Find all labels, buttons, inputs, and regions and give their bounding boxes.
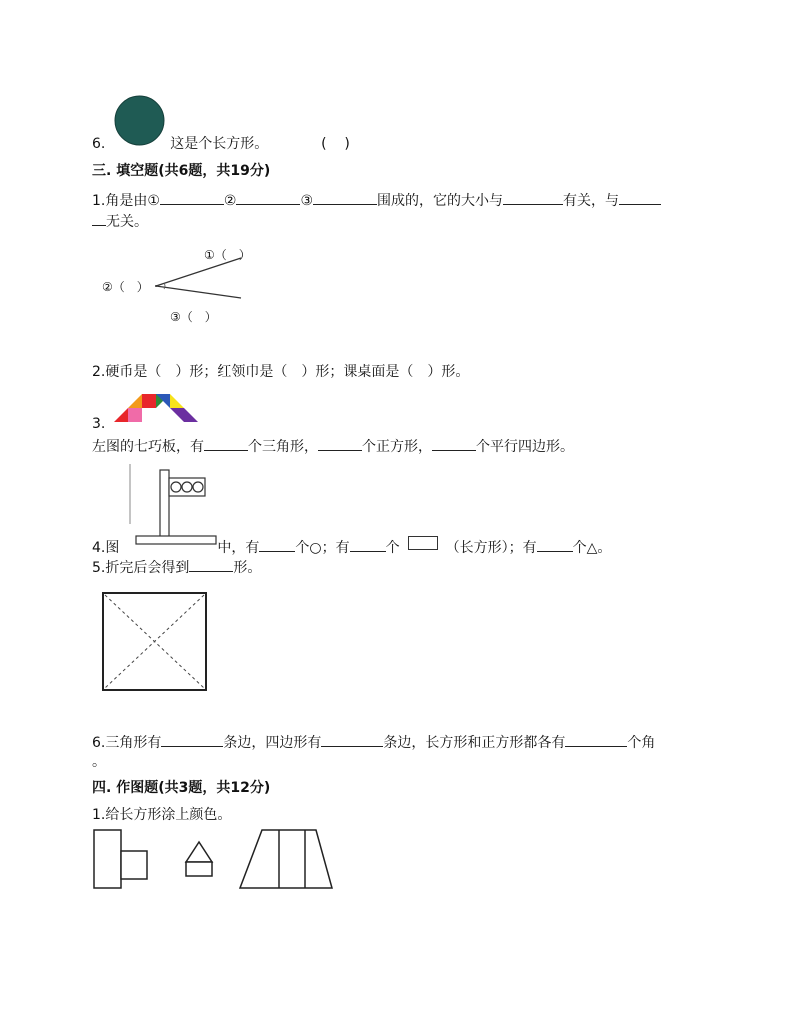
tangram-piece-orange [128, 394, 142, 408]
tangram-piece-purple [170, 408, 198, 422]
fill-q5-part-a: 5.折完后会得到 [92, 560, 190, 576]
fill-q4-blank-1[interactable] [259, 537, 295, 552]
fill-q1-line1 [92, 190, 661, 211]
fill-q1-blank-4[interactable] [503, 190, 563, 205]
fill-q3-part-b: 个三角形， [248, 439, 318, 455]
fill-q1-part-f: 无关。 [106, 214, 148, 230]
fill-q1-part-a: 1.角是由① [92, 193, 160, 209]
fill-q6-blank-1[interactable] [161, 732, 223, 747]
fill-q4 [92, 536, 611, 558]
fill-q3-blank-3[interactable] [432, 436, 476, 451]
light-circle-1 [171, 482, 181, 492]
fill-q4-blank-2[interactable] [350, 537, 386, 552]
pole [160, 470, 169, 540]
fill-q6-part-c: 条边，长方形和正方形都各有 [383, 735, 566, 751]
fill-q4-part-c: 个○；有 [295, 540, 350, 556]
fill-q4-part-b: 中，有 [217, 540, 260, 556]
fill-q1-part-d: 围成的，它的大小与 [377, 193, 504, 209]
fill-q1-part-c: ③ [300, 193, 314, 209]
house-body-rectangle[interactable] [186, 862, 212, 876]
fill-q6-part-a: 6.三角形有 [92, 735, 162, 751]
fill-q1-part-e: 有关，与 [563, 193, 620, 209]
angle-label-3: ③（ ） [170, 310, 217, 324]
fill-q5-part-b: 形。 [233, 560, 262, 576]
q6-number: 6. [92, 136, 106, 152]
tangram-piece-pink [128, 408, 142, 422]
fill-q6-blank-2[interactable] [321, 732, 383, 747]
tangram-figure [114, 394, 198, 424]
fill-q5 [92, 557, 261, 578]
fill-q4-blank-3[interactable] [537, 537, 573, 552]
fill-q4-part-e: （长方形）；有 [445, 540, 537, 556]
q6-answer-paren[interactable]: ( ) [321, 136, 350, 152]
fill-q3-number: 3. [92, 416, 106, 432]
fill-q6-line1 [92, 732, 655, 753]
tall-rectangle[interactable] [94, 830, 121, 888]
angle-label-1: ①（ ） [204, 248, 251, 262]
section-3-title: 三. 填空题(共6题，共19分) [92, 163, 271, 179]
section-4-title: 四. 作图题(共3题，共12分) [92, 780, 271, 796]
trapezoid-middle-rectangle[interactable] [279, 830, 305, 888]
fill-q1-blank-5a[interactable] [619, 190, 661, 205]
fill-q3-blank-1[interactable] [204, 436, 248, 451]
angle-vertex [155, 285, 157, 287]
fill-q1-blank-1[interactable] [160, 190, 224, 205]
fill-q5-blank[interactable] [189, 557, 233, 572]
angle-label-2: ②（ ） [102, 280, 149, 294]
rectangle-icon [408, 536, 438, 550]
fill-q2: 2.硬币是（ ）形；红领巾是（ ）形；课桌面是（ ）形。 [92, 364, 470, 380]
fill-q3-blank-2[interactable] [318, 436, 362, 451]
fill-q4-part-d: 个 [385, 540, 400, 556]
house-roof-triangle[interactable] [186, 842, 212, 862]
fill-q6-part-d: 个角 [627, 735, 656, 751]
fill-q3-part-a: 左图的七巧板，有 [92, 439, 204, 455]
fill-q1-blank-2[interactable] [236, 190, 300, 205]
fill-q1-part-b: ② [223, 193, 237, 209]
fill-q3-part-c: 个正方形， [362, 439, 432, 455]
fill-q4-part-a: 4.图 [92, 540, 120, 556]
angle-ray-lower [156, 286, 241, 298]
fill-q6-part-b: 条边，四边形有 [223, 735, 322, 751]
tangram-piece-yellow [170, 394, 184, 408]
tangram-square [142, 394, 156, 408]
tangram-piece-red [114, 408, 128, 422]
question-6-true-false [92, 134, 350, 154]
fill-q6-blank-3[interactable] [565, 732, 627, 747]
light-circle-2 [182, 482, 192, 492]
q6-text: 这是个长方形。 [170, 136, 269, 152]
fill-q6-line2: 。 [92, 754, 106, 770]
draw-q1: 1.给长方形涂上颜色。 [92, 807, 232, 823]
angle-arc [164, 283, 165, 289]
fill-q4-part-f: 个△。 [572, 540, 612, 556]
fill-q1-blank-3[interactable] [313, 190, 377, 205]
fill-q1-line2 [92, 211, 148, 232]
draw-shapes-figure [90, 826, 340, 896]
fill-q3-part-d: 个平行四边形。 [476, 439, 574, 455]
fold-square-figure [100, 590, 210, 694]
small-square[interactable] [121, 851, 147, 879]
fill-q3-text [92, 436, 574, 457]
fill-q1-blank-5b[interactable] [92, 211, 106, 226]
light-circle-3 [193, 482, 203, 492]
